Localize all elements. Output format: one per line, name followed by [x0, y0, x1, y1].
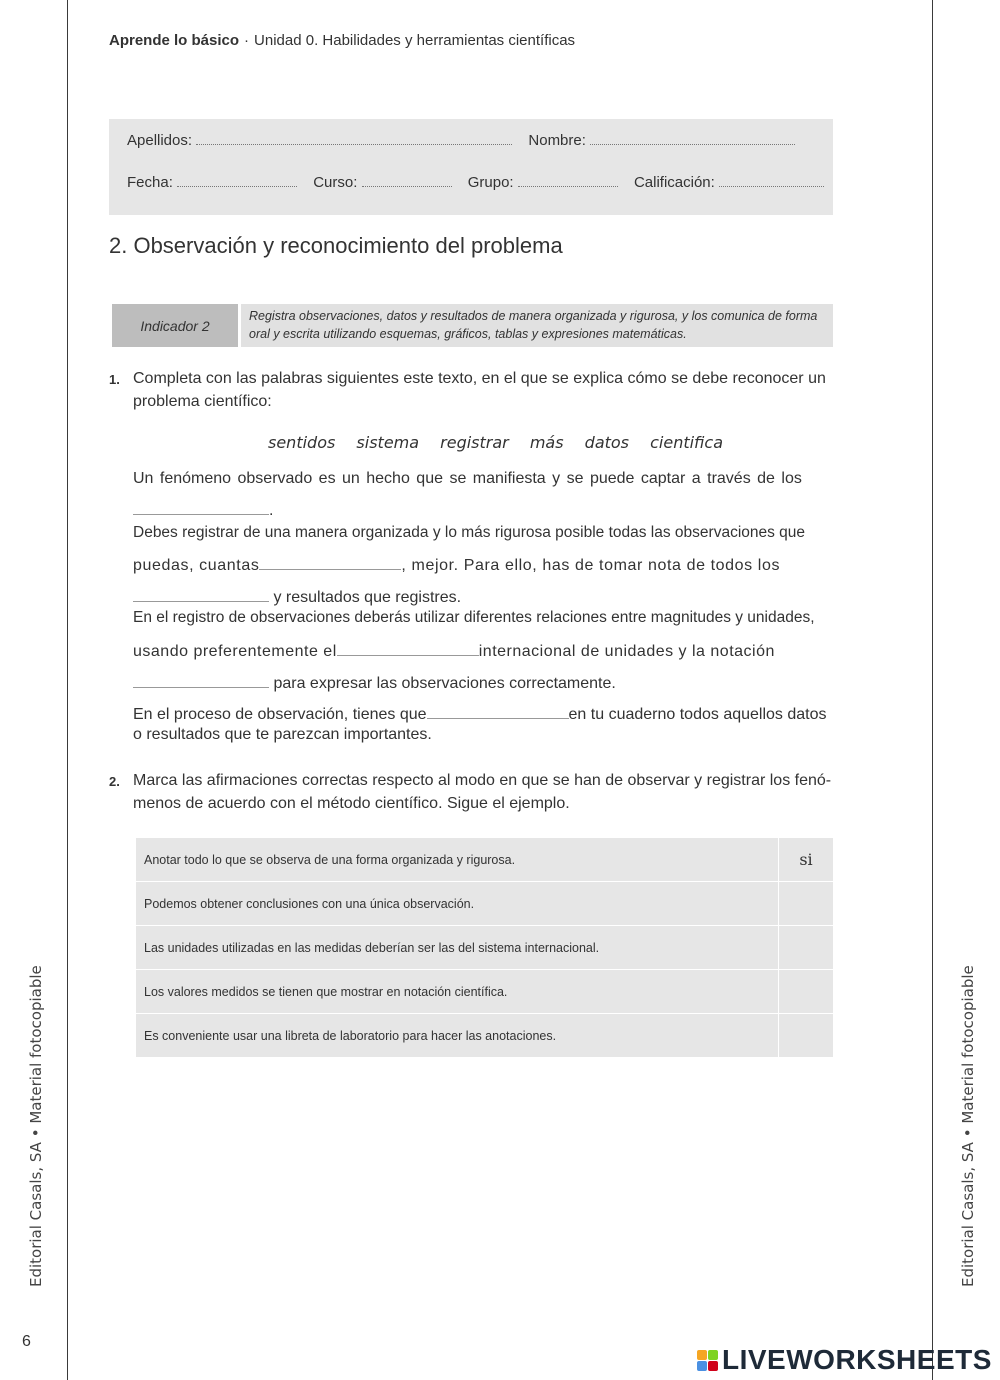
statement-cell: Las unidades utilizadas en las medidas deberían ser las del sistema internacional.: [136, 926, 778, 969]
blank-registrar[interactable]: [427, 704, 569, 719]
header-unit: Unidad 0. Habilidades y herramientas científicas: [254, 32, 576, 49]
logo-blocks-icon: [697, 1350, 718, 1371]
page-header: [109, 32, 575, 49]
logo-text: LIVEWORKSHEETS: [722, 1344, 992, 1375]
question-1-text: Completa con las palabras siguientes este texto, en el que se explica cómo se debe reconocer un problema científico:: [133, 370, 826, 410]
paragraph-3-line3: para expresar las observaciones correctamente.: [133, 673, 616, 693]
word-bank-item[interactable]: sentidos: [268, 433, 336, 452]
statements-table: [136, 838, 833, 1058]
header-dot: ·: [244, 32, 250, 49]
table-row: [136, 838, 833, 881]
word-bank-item[interactable]: cientifica: [650, 433, 723, 452]
apellidos-label: Apellidos:: [127, 132, 193, 149]
paragraph-2-line2: puedas, cuantas , mejor. Para ello, has de tomar nota de todos los: [133, 557, 781, 574]
blank-sentidos[interactable]: [133, 500, 269, 515]
student-info-box: [109, 119, 833, 215]
paragraph-2-line3: y resultados que registres.: [133, 587, 461, 607]
fecha-label: Fecha:: [127, 174, 173, 191]
paragraph-4: En el proceso de observación, tienes que en tu cuaderno todos aquellos datos: [133, 706, 827, 723]
calificacion-field[interactable]: [719, 177, 824, 187]
paragraph-3-line2: usando preferentemente el internacional de unidades y la notación: [133, 643, 775, 660]
blank-datos[interactable]: [133, 587, 269, 602]
question-2-number: 2.: [109, 774, 120, 789]
nombre-field[interactable]: [590, 135, 795, 145]
indicator-text: Registra observaciones, datos y resultados de manera organizada y rigurosa, y los comunica de forma oral y escrita utilizando esquemas, gráficos, tablas y expresiones matemáticas.: [241, 304, 833, 347]
word-bank-item[interactable]: sistema: [356, 433, 420, 452]
statement-cell: Podemos obtener conclusiones con una única observación.: [136, 882, 778, 925]
left-margin-line: [67, 0, 68, 1380]
blank-mas[interactable]: [259, 555, 401, 570]
logo-block: [708, 1361, 718, 1371]
answer-cell[interactable]: [779, 1014, 833, 1057]
header-bold: Aprende lo básico: [109, 32, 240, 49]
section-title: 2. Observación y reconocimiento del problema: [109, 233, 563, 258]
side-credit-left: Editorial Casals, SA • Material fotocopiable: [27, 965, 45, 1287]
nombre-label: Nombre:: [528, 132, 586, 149]
word-bank-item[interactable]: registrar: [440, 433, 509, 452]
grupo-field[interactable]: [518, 177, 618, 187]
paragraph-2: Debes registrar de una manera organizada y lo más rigurosa posible todas las observaciones que: [133, 524, 806, 541]
table-row: [136, 882, 833, 925]
liveworksheets-logo[interactable]: [697, 1345, 992, 1375]
calificacion-label: Calificación:: [633, 174, 715, 191]
right-margin-line: [932, 0, 933, 1380]
word-bank-item[interactable]: más: [529, 433, 564, 452]
statement-cell: Es conveniente usar una libreta de laboratorio para hacer las anotaciones.: [136, 1014, 778, 1057]
fecha-field[interactable]: [177, 177, 297, 187]
paragraph-1: Un fenómeno observado es un hecho que se manifiesta y se puede captar a través de los: [133, 470, 802, 487]
word-bank-item[interactable]: datos: [584, 433, 630, 452]
blank-sistema[interactable]: [337, 641, 479, 656]
question-1-number: 1.: [109, 372, 120, 387]
answer-cell[interactable]: si: [779, 838, 833, 881]
indicator-label: Indicador 2: [112, 304, 238, 347]
logo-block: [708, 1350, 718, 1360]
word-bank: [268, 433, 737, 452]
page-number: 6: [22, 1333, 31, 1350]
grupo-label: Grupo:: [467, 174, 514, 191]
indicator-box: [112, 304, 833, 347]
answer-cell[interactable]: [779, 926, 833, 969]
curso-label: Curso:: [313, 174, 358, 191]
curso-field[interactable]: [362, 177, 452, 187]
apellidos-field[interactable]: [196, 135, 512, 145]
table-row: [136, 970, 833, 1013]
paragraph-4-line2: o resultados que te parezcan importantes.: [133, 726, 432, 743]
table-row: [136, 1014, 833, 1057]
logo-block: [697, 1361, 707, 1371]
statement-cell: Anotar todo lo que se observa de una forma organizada y rigurosa.: [136, 838, 778, 881]
statement-cell: Los valores medidos se tienen que mostrar en notación científica.: [136, 970, 778, 1013]
side-credit-right: Editorial Casals, SA • Material fotocopiable: [959, 965, 977, 1287]
paragraph-3: En el registro de observaciones deberás utilizar diferentes relaciones entre magnitudes y unidades,: [133, 609, 815, 626]
blank-cientifica[interactable]: [133, 673, 269, 688]
paragraph-1-end: .: [133, 500, 273, 520]
question-2-text: Marca las afirmaciones correctas respecto al modo en que se han de observar y registrar los fenó-menos de acuerdo con el método científico. Sigue el ejemplo.: [133, 772, 832, 812]
answer-cell[interactable]: [779, 882, 833, 925]
table-row: [136, 926, 833, 969]
logo-block: [697, 1350, 707, 1360]
answer-cell[interactable]: [779, 970, 833, 1013]
